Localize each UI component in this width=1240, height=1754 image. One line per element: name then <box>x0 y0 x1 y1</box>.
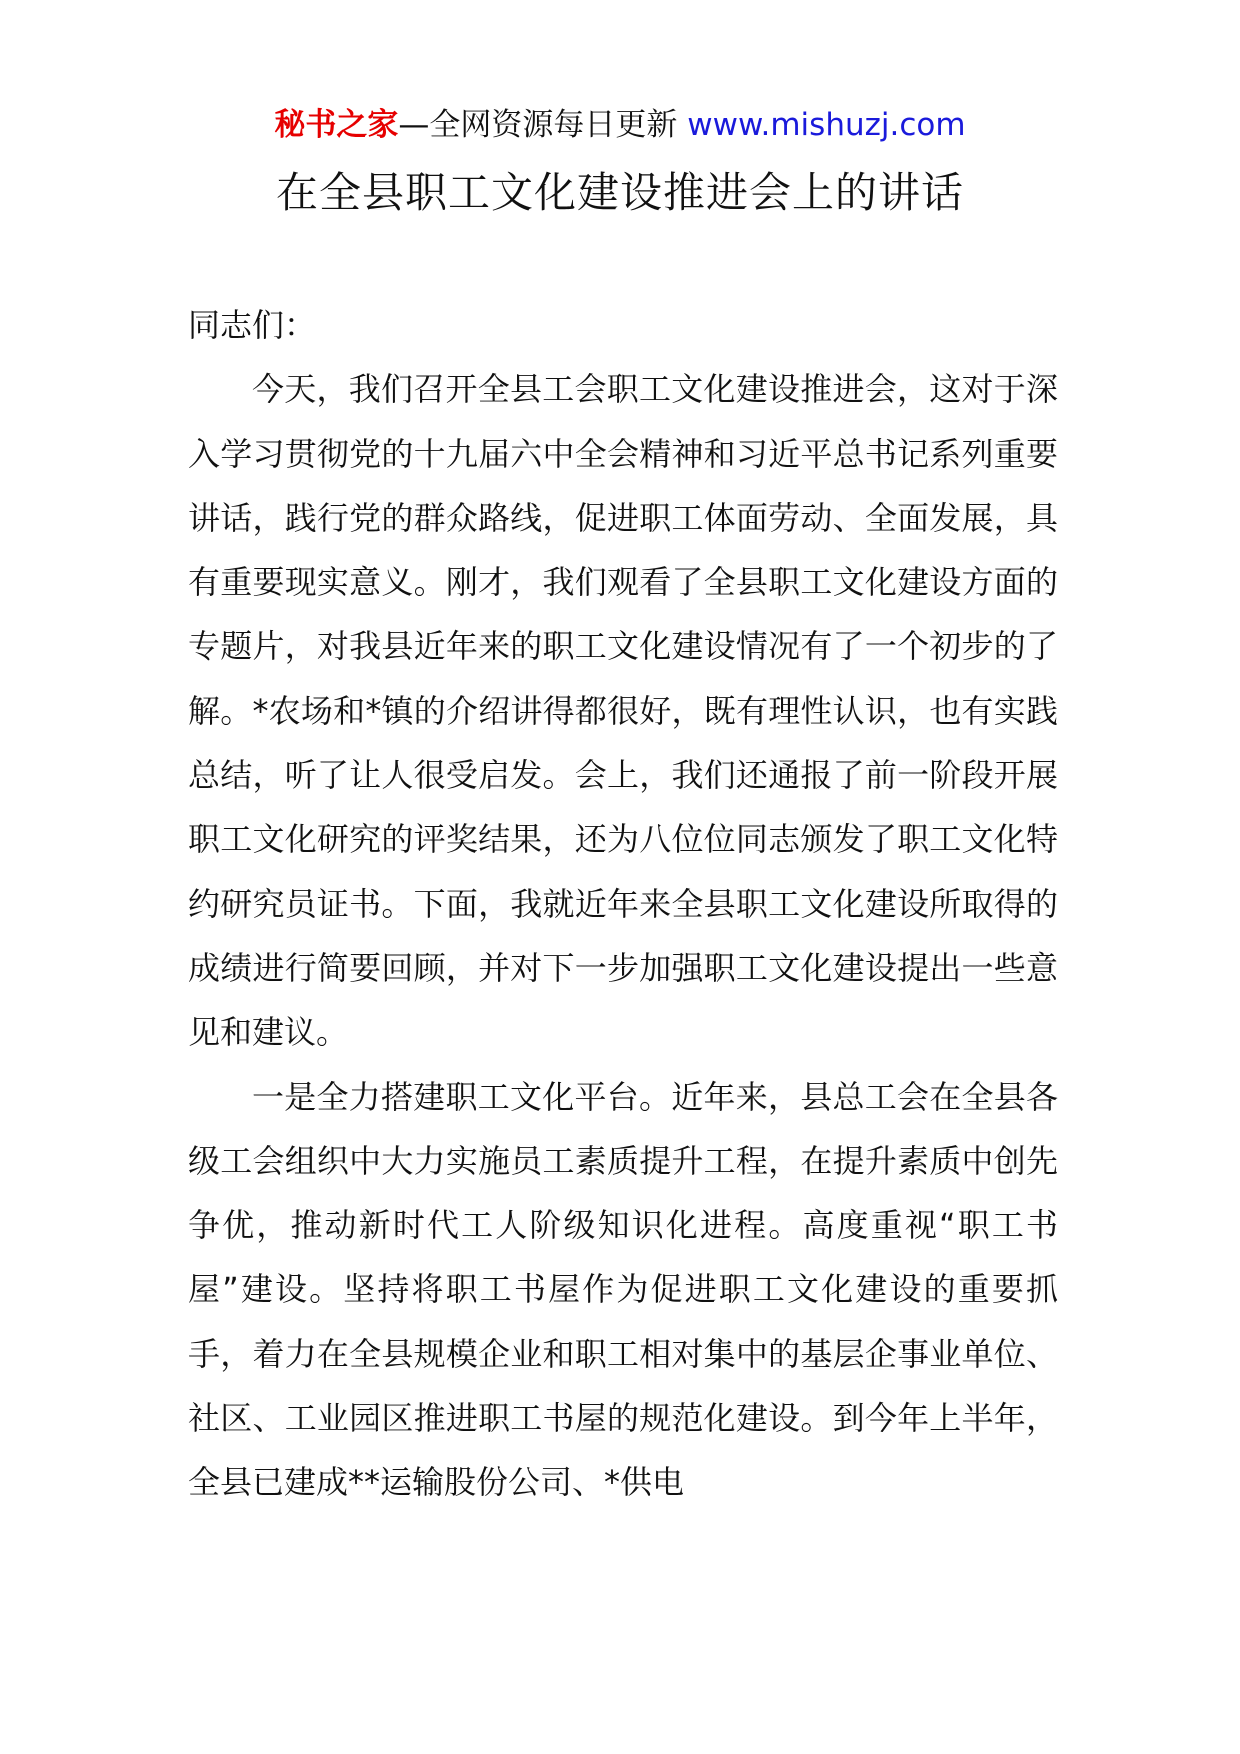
paragraph-intro: 今天，我们召开全县工会职工文化建设推进会，这对于深入学习贯彻党的十九届六中全会精神和习近平总书记系列重要讲话，践行党的群众路线，促进职工体面劳动、全面发展，具有重要现实意义。刚才，我们观看了全县职工文化建设方面的专题片，对我县近年来的职工文化建设情况有了一个初步的了解。*农场和*镇的介绍讲得都很好，既有理性认识，也有实践总结，听了让人很受启发。会上，我们还通报了前一阶段开展职工文化研究的评奖结果，还为八位位同志颁发了职工文化特约研究员证书。下面，我就近年来全县职工文化建设所取得的成绩进行简要回顾，并对下一步加强职工文化建设提出一些意见和建议。 <box>188 370 1058 1052</box>
document-body <box>188 293 1058 1515</box>
document-title: 在全县职工文化建设推进会上的讲话 <box>275 168 964 217</box>
paragraph-point-one: 一是全力搭建职工文化平台。近年来，县总工会在全县各级工会组织中大力实施员工素质提升工程，在提升素质中创先争优，推动新时代工人阶级知识化进程。高度重视“职工书屋”建设。坚持将职工书屋作为促进职工文化建设的重要抓手，着力在全县规模企业和职工相对集中的基层企事业单位、社区、工业园区推进职工书屋的规范化建设。到今年上半年，全县已建成**运输股份公司、*供电 <box>188 1077 1058 1502</box>
site-url-link[interactable]: www.mishuzj.com <box>687 107 966 143</box>
brand-name: 秘书之家 <box>274 107 399 143</box>
header-tagline: —全网资源每日更新 <box>398 107 688 143</box>
site-header <box>0 103 1240 147</box>
salutation: 同志们： <box>188 306 317 344</box>
